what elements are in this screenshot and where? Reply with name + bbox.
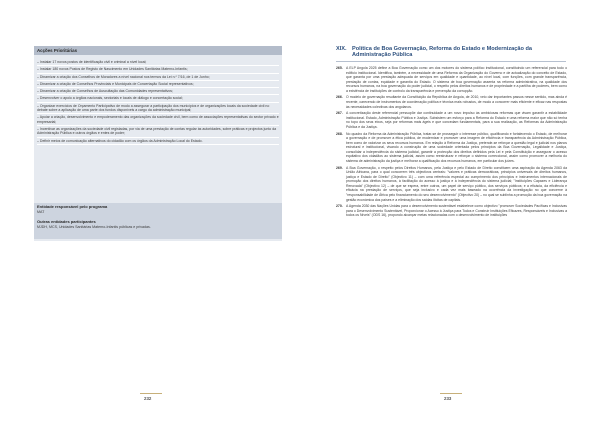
paragraph-number: 267. (336, 111, 343, 116)
numbered-paragraphs (336, 66, 567, 220)
action-item: – Dinamizar a criação de Conselhos de Auscultação das Comunidades representativos; (37, 88, 279, 95)
paragraph-number: 270. (336, 204, 343, 209)
paragraph-text: No quadro da Reforma da Administração Pública, tratar-se de prosseguir o interesse público, qualificando e fortalecendo o Estado, de melhorar a governação e de promover a ética pública, de modernizar e promover uma imagem de eficiência e transparência da Administração Pública, bem como de valorizar os seus recursos humanos. Em relação à Reforma da Justiça, pretende-se reforçar a questão legal e judicial nos planos estrutural e institucional, visando a construção de uma sociedade orientada pelos princípios da Boa Governação, Legalidade e Justiça, consolidar a independência do sistema judicial, garantir a protecção dos direitos definidos pela Lei e pela Constituição e assegurar o acesso equitativo dos cidadãos ao sistema judicial, assim como reestruturar e reforçar o sistema correccional, assim como promover a melhoria do sistema de administração da justiça e melhorar a qualificação dos recursos humanos, em particular dos juízes. (346, 131, 567, 163)
action-item: – Organizar exercícios de Orçamento Participativo de modo a assegurar a participação dos municípios e de organizações locais da sociedade civil no debate sobre a aplicação de uma parte dos fundos disponíveis a cargo da administração municipal; (37, 103, 279, 115)
paragraph-text: A Agenda 2030 das Nações Unidas para o desenvolvimento sustentável estabelece como objectivo "promover Sociedades Pacíficas e Inclusivas para o Desenvolvimento Sustentável, Proporcionar o Acesso à Justiça para Todos e Construir Instituições Eficazes, Responsáveis e Inclusivas a todos os Níveis" (ODS 16), propondo alcançar metas relacionadas com o desenvolvimento de instituições (346, 204, 567, 218)
paragraph (336, 66, 567, 93)
paragraph-text: O modelo de governação resultante da Constituição da República de Angola, de 2010, veio dar importantes passos nesse sentido, mas ainda é recente, carecendo de instrumentos de coordenação política e técnica mais robustos, de modo a concorrer mais eficiente e eficaz nas respostas às necessidades colectivas dos angolanos. (346, 95, 567, 109)
priority-actions-heading: Acções Prioritárias (34, 46, 282, 55)
footer-rule-right (440, 393, 462, 394)
section-title-text: Política de Boa Governação, Reforma do Estado e Modernização da Administração Pública (352, 46, 532, 59)
paragraph-number: 269. (336, 165, 343, 170)
paragraph (336, 166, 567, 202)
paragraph (336, 95, 567, 109)
paragraph-text: A Boa Governação, o respeito pelos Direitos Humanos, pela Justiça e pelo Estado de Direito constituem uma aspiração da Agenda 2063 da União Africana, para o qual concorrem três objectivos centrais: "valores e práticas democráticas, princípios universais de direitos humanos, justiça e Estado de Direito" (Objectivo 11) – com uma referência especial ao cumprimento dos princípios e instrumentos internacionais de promoção dos direitos humanos, à facilitação do acesso à justiça e à independência do sistema judicial; "Instituições Capazes e Liderança Renovada" (Objectivo 12) – de que se espera, entre outros, um papel de serviço público, dos serviços públicos; e a eficácia, da eficiência e eficácia na prestação de serviços, que seja inclusivo e cada vez mais baseado na ocorrência da investigação no que concerne à "responsabilidade de África pelo financiamento do seu desenvolvimento" (Objectivo 20) – no qual se sublinha a promoção da boa governação na gestão económica dos países e a eliminação dos saídas ilícitas de capitais. (346, 165, 567, 202)
page-number-right: 233 (444, 396, 452, 401)
paragraph-text: A ELP Angola 2025 define a Boa Governação como um dos motores do sistema político institucional, constituindo um referencial para todo o edifício institucional. Identifica, também, a necessidade de uma Reforma da Organização do Governo e de actualização do conceito de Estado, que garanta por uma prestação adequada de serviços em qualidade e quantidade, ao nível local, com funções, com grande transparência, prestação de contas, equidade e garantia do Estado. O sistema de boa governação assenta na reforma administrativa, na qualidade dos recursos humanos, na boa governação do poder judicial, o respeito pelos direitos humanos e de propriedade e a partilha de poderes, bem como a existência de instituições de controlo da transparência e prevenção da corrupção. (346, 66, 567, 93)
responsible-entity-title: Entidade responsável pelo programa (37, 204, 108, 209)
action-item: – Apoiar a criação, desenvolvimento e empoderamento das organizações da sociedade civil, bem como de associações representativas do sector privado e empresarial; (37, 114, 279, 126)
responsible-entity-value: MAT (37, 210, 45, 214)
participating-entities-value: MJDH, MCS, Unidades Sanitárias Materno-Infantis públicas e privadas. (37, 225, 151, 229)
section-number: XIX. (336, 46, 347, 52)
action-item: – Definir meios de comunicação alternativos do cidadão com os órgãos da Administração Local do Estado. (37, 138, 279, 145)
action-item: – Dinamizar a criação de Conselhos Provinciais e Municipais de Concertação Social representativos; (37, 81, 279, 88)
action-item: – Instalar 17 novos postos de identificação civil e criminal a nível local; (37, 59, 279, 66)
action-item: – Dinamizar a criação dos Conselhos de Moradores a nível nacional nos termos da Lei n.º 7/16, de 1 de Junho; (37, 74, 279, 81)
paragraph-text: A concretização deste referencial pressupõe dar continuidade a um novo impulso às ambiciosas reformas que visam garantir a estabilidade institucional. Estado, Administração Pública e Justiça. Subsistem um esforço para a Reforma do Estado e uma reforma maior que não só tenha no topo dos seus eixos, seja por reformas mais ágeis e que concedam fundamentais, para a sua realização, as Reformas da Administração Pública e da Justiça. (346, 111, 567, 129)
paragraph-number: 268. (336, 131, 343, 136)
action-item: – Desenvolver o apoio a órgãos nacionais, sectoriais e locais de diálogo e concertação social; (37, 95, 279, 102)
paragraph (336, 111, 567, 129)
action-item: – Incentivar as organizações da sociedade civil registadas, por via de uma prestação de contas regular às autoridades, sobre práticas e projectos junto da Administração Pública e outros órgãos e entes de poder; (37, 126, 279, 138)
section-title (336, 46, 566, 59)
footer-rule-left (140, 393, 162, 394)
paragraph (336, 204, 567, 218)
page-number-left: 232 (144, 396, 152, 401)
participating-entities-title: Outras entidades participantes (37, 219, 96, 224)
paragraph (336, 132, 567, 164)
action-item: – Instalar 180 novos Postos de Registo de Nascimento em Unidades Sanitárias Materno-Infantis; (37, 66, 279, 73)
priority-actions-list (37, 59, 279, 145)
paragraph-number: 265. (336, 66, 343, 70)
section-title-rule (336, 61, 566, 62)
paragraph-number: 266. (336, 95, 343, 100)
